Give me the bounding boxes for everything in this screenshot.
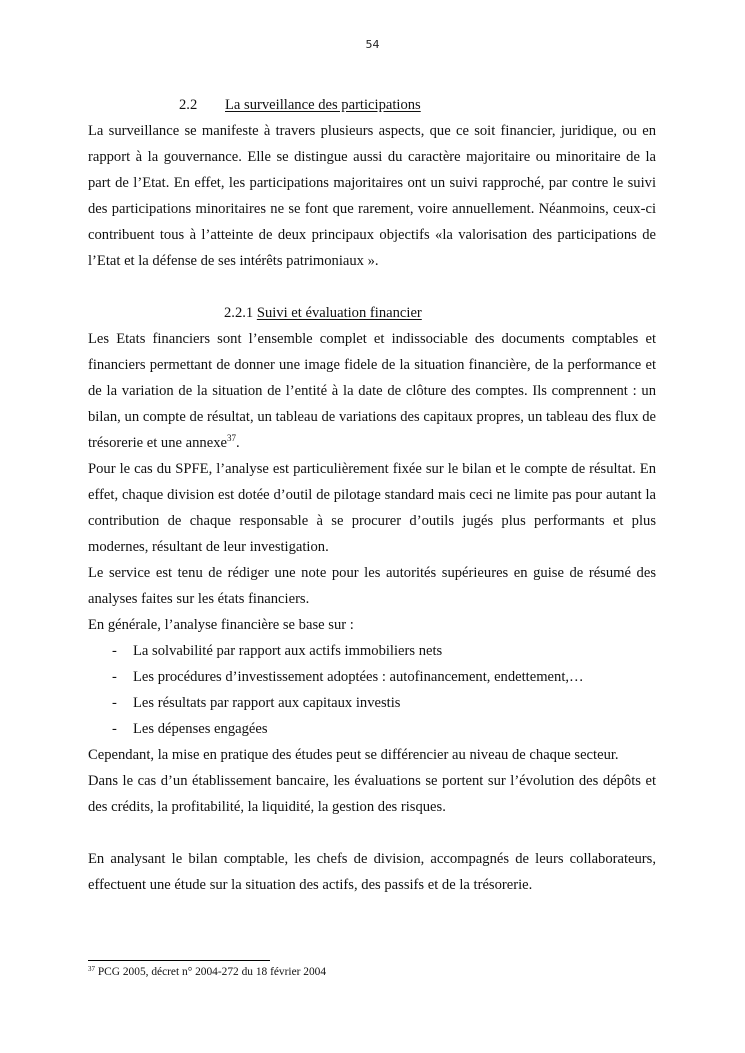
list-item: [88, 664, 656, 690]
spacer: [88, 274, 656, 300]
section-number: 2.2: [179, 97, 198, 113]
paragraph-service-note: Le service est tenu de rédiger une note pour les autorités supérieures en guise de résumé des analyses faites sur les états financiers.: [88, 565, 656, 607]
page-number: 54: [365, 38, 380, 51]
list-item: [88, 690, 656, 716]
paragraph-bilan-comptable: En analysant le bilan comptable, les chefs de division, accompagnés de leurs collaborateurs, effectuent une étude sur la situation des actifs, des passifs et de la trésorerie.: [88, 851, 656, 893]
section-heading-2-2-1: [88, 300, 656, 326]
paragraph-etats-financiers: [88, 326, 656, 456]
paragraph-analyse-intro: En générale, l’analyse financière se base sur :: [88, 617, 354, 633]
list-item: [88, 716, 656, 742]
bullet-dash: -: [112, 695, 117, 711]
spacer: [88, 820, 656, 846]
paragraph-text: Les Etats financiers sont l’ensemble complet et indissociable des documents comptables et financiers permettant de donner une image fidele de la situation financière, de la performance et de la variation de la situation de l’entité à la date de clôture des comptes. Ils comprennent : un bilan, un compte de résultat, un tableau de variations des capitaux propres, un tableau des flux de trésorerie et une annexe: [88, 331, 656, 451]
paragraph-spfe: Pour le cas du SPFE, l’analyse est particulièrement fixée sur le bilan et le compte de résultat. En effet, chaque division est dotée d’outil de pilotage standard mais ceci ne limite pas pour autant la contribution de chaque responsable à se procurer d’outils jugés plus performants et plus modernes, résultant de leur investigation.: [88, 461, 656, 555]
section-title: La surveillance des participations: [225, 97, 421, 113]
footnote-text: PCG 2005, décret n° 2004-272 du 18 février 2004: [95, 966, 327, 978]
footnote: [88, 965, 326, 979]
paragraph-mise-en-pratique: Cependant, la mise en pratique des études peut se différencier au niveau de chaque secteur.: [88, 747, 619, 763]
subsection-title: Suivi et évaluation financier: [256, 305, 422, 321]
list-item-text: Les procédures d’investissement adoptées : autofinancement, endettement,…: [133, 669, 584, 685]
list-item-text: La solvabilité par rapport aux actifs immobiliers nets: [133, 643, 443, 659]
bullet-dash: -: [112, 669, 117, 685]
list-item: [88, 638, 656, 664]
bullet-dash: -: [112, 643, 117, 659]
paragraph-etablissement-bancaire: Dans le cas d’un établissement bancaire, les évaluations se portent sur l’évolution des dépôts et des crédits, la profitabilité, la liquidité, la gestion des risques.: [88, 773, 656, 815]
analysis-criteria-list: [88, 638, 656, 742]
paragraph-end: .: [235, 435, 240, 451]
subsection-number: 2.2.1: [224, 305, 254, 321]
bullet-dash: -: [112, 721, 117, 737]
page-body: [88, 92, 656, 898]
footnote-reference[interactable]: 37: [226, 433, 236, 443]
paragraph-surveillance: La surveillance se manifeste à travers plusieurs aspects, que ce soit financier, juridique, ou en rapport à la gouvernance. Elle se distingue aussi du caractère majoritaire ou minoritaire de la part de l’Etat. En effet, les participations majoritaires ont un suivi rapproché, par contre le suivi des participations minoritaires ne se font que rarement, voire annuellement. Néanmoins, ceux-ci contribuent tous à l’atteinte de deux principaux objectifs «la valorisation des participations de l’Etat et la défense de ses intérêts patrimoniaux ».: [88, 123, 656, 269]
section-heading-2-2: [88, 92, 656, 118]
list-item-text: Les dépenses engagées: [133, 721, 268, 737]
footnote-separator: [88, 960, 270, 961]
list-item-text: Les résultats par rapport aux capitaux investis: [133, 695, 401, 711]
footnote-number: 37: [88, 965, 95, 973]
